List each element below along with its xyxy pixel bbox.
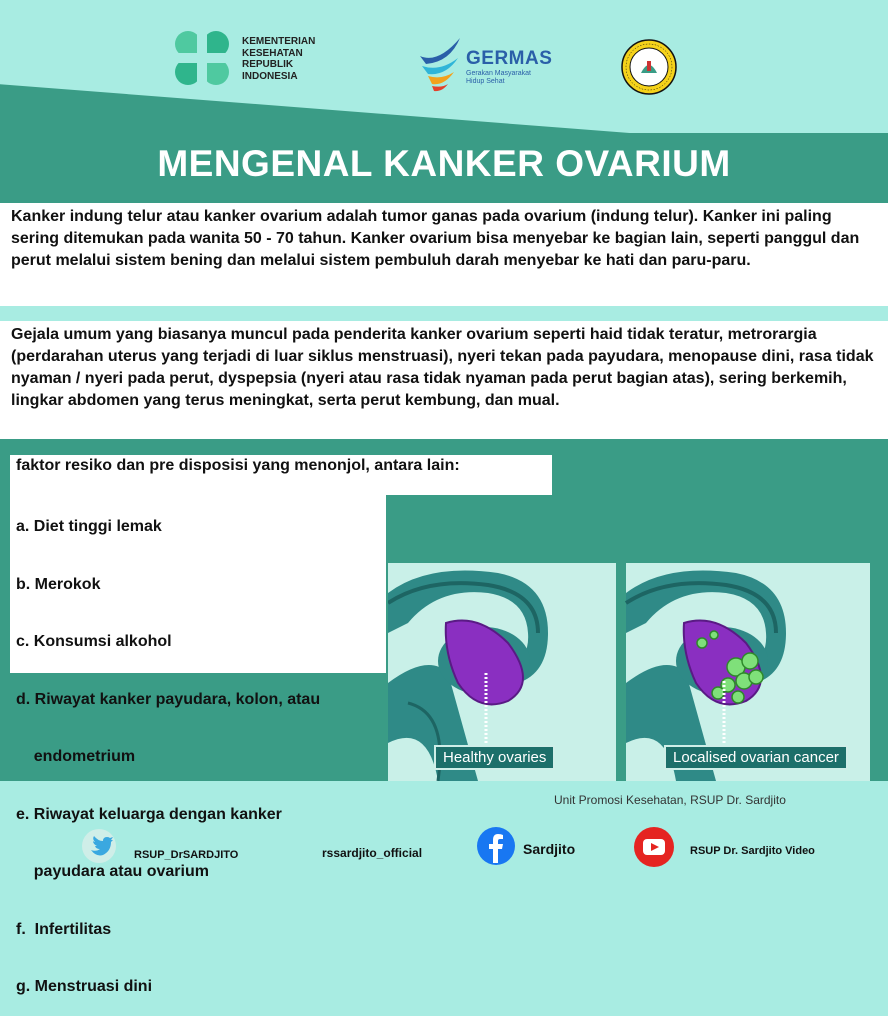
intro-text: Kanker indung telur atau kanker ovarium adalah tumor ganas pada ovarium (indung telur). Kanker ini paling sering ditemukan pada wanita 50 - 70 tahun. Kanker ovarium bisa menyebar ke bagian lain, seperti panggul dan perut melalui sistem bening dan melalui sistem pembuluh darah menyebar ke hati dan paru-paru. — [11, 208, 860, 269]
list-item: f. Infertilitas — [16, 920, 112, 938]
germas-title: GERMAS — [466, 48, 553, 69]
risk-heading: faktor resiko dan pre disposisi yang menonjol, antara lain: — [16, 457, 460, 474]
list-item: payudara atau ovarium — [16, 863, 209, 880]
youtube-icon[interactable] — [634, 827, 674, 867]
germas-logo — [416, 34, 466, 92]
list-item: c. Konsumsi alkohol — [16, 633, 172, 650]
page-title: MENGENAL KANKER OVARIUM — [157, 143, 731, 184]
germas-subtitle-line: Gerakan Masyarakat — [466, 70, 531, 77]
sardjito-seal-logo — [621, 39, 677, 95]
list-item: endometrium — [16, 748, 136, 765]
kemenkes-line: INDONESIA — [242, 70, 298, 82]
germas-subtitle — [466, 70, 552, 86]
twitter-handle[interactable]: RSUP_DrSARDJITO — [134, 849, 239, 861]
facebook-handle[interactable]: Sardjito — [523, 841, 576, 857]
healthy-ovaries-label: Healthy ovaries — [434, 745, 555, 770]
cancer-ovaries-label: Localised ovarian cancer — [664, 745, 848, 770]
seal-icon — [621, 39, 677, 95]
list-item: g. Menstruasi dini — [16, 978, 153, 995]
kemenkes-line: REPUBLIK — [242, 59, 294, 70]
intro-panel — [0, 203, 888, 306]
kemenkes-line: KEMENTERIAN — [242, 36, 316, 47]
symptoms-text: Gejala umum yang biasanya muncul pada penderita kanker ovarium seperti haid tidak teratur, metrorargia (perdarahan uterus yang terjadi di luar siklus menstruasi), nyeri tekan pada payudara, menopause dini, rasa tidak nyaman / nyeri pada perut, dyspepsia (nyeri atau rasa tidak nyaman pada perut bagian atas), sering berkemih, lingkar abdomen yang terus meningkat, serta perut kembung, dan mual. — [11, 326, 874, 409]
germas-swoosh-icon — [416, 34, 466, 92]
twitter-icon[interactable] — [82, 829, 116, 863]
kemenkes-text — [242, 36, 315, 82]
germas-subtitle-line: Hidup Sehat — [466, 78, 505, 85]
germas-text — [466, 48, 552, 86]
kemenkes-logo — [168, 26, 238, 92]
list-item: a. Diet tinggi lemak — [16, 518, 162, 535]
symptoms-panel — [0, 321, 888, 439]
risk-list — [16, 480, 320, 1016]
instagram-handle[interactable]: rssardjito_official — [322, 846, 423, 860]
list-item: e. Riwayat keluarga dengan kanker — [16, 805, 282, 823]
ovary-illustration — [388, 563, 870, 781]
kemenkes-leaf-icon — [168, 26, 238, 92]
youtube-handle[interactable]: RSUP Dr. Sardjito Video — [690, 845, 815, 857]
facebook-icon[interactable] — [477, 827, 515, 865]
list-item: b. Merokok — [16, 575, 101, 593]
credit-text: Unit Promosi Kesehatan, RSUP Dr. Sardjito — [554, 793, 786, 807]
list-item: d. Riwayat kanker payudara, kolon, atau — [16, 690, 321, 708]
kemenkes-line: KESEHATAN — [242, 47, 303, 59]
